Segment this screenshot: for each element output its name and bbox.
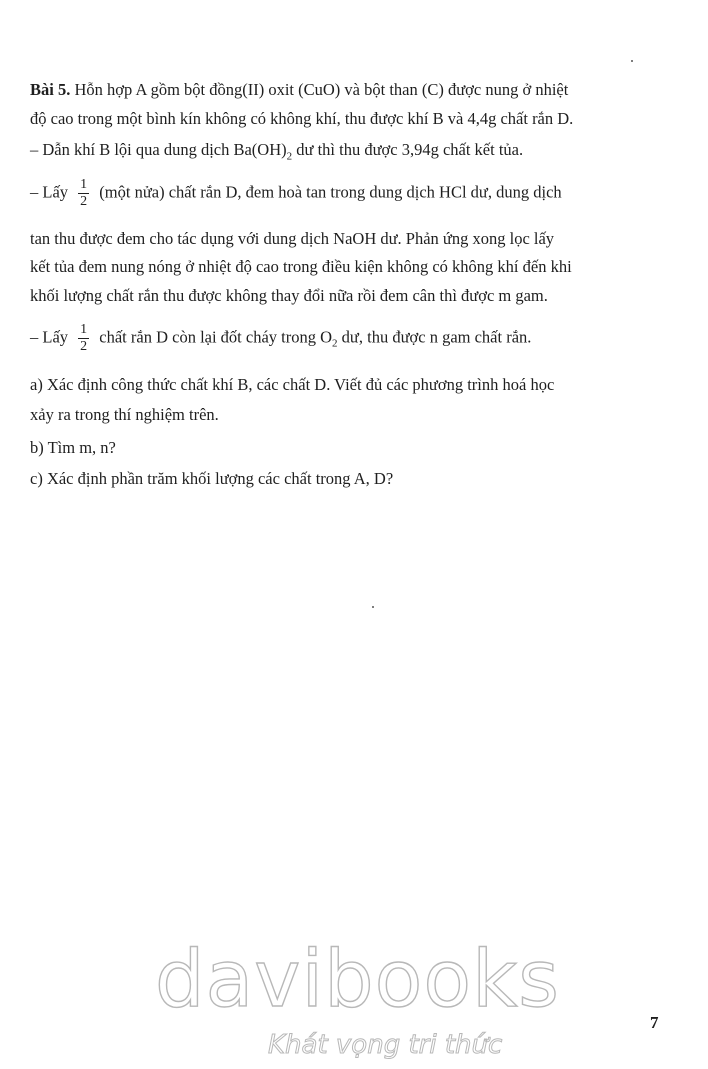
problem-line-3 [30,139,678,161]
question-a-line-1: a) Xác định công thức chất khí B, các chất D. Viết đủ các phương trình hoá học [30,375,555,394]
problem-line-1 [30,79,678,101]
problem-line-8-pre: – Lấy [30,327,69,347]
problem-line-8-post: dư, thu được n gam chất rắn. [337,327,532,347]
subscript-2b: 2 [332,337,338,350]
problem-line-3-post: dư thì thu được 3,94g chất kết tủa. [292,140,524,159]
problem-line-1-text: Hỗn hợp A gồm bột đồng(II) oxit (CuO) và bột than (C) được nung ở nhiệt [74,80,569,99]
watermark-brand: davibooks [155,935,560,1025]
scan-speck [631,60,633,62]
page-number: 7 [650,1013,659,1032]
problem-line-4-pre: – Lấy [30,182,69,202]
problem-line-7: khối lượng chất rắn thu được không thay đổi nữa rồi đem cân thì được m gam. [30,286,548,305]
problem-line-8 [30,322,678,355]
question-a-line-2: xảy ra trong thí nghiệm trên. [30,405,219,424]
fraction-numerator: 1 [80,177,88,192]
watermark-tagline: Khát vọng tri thức [268,1030,503,1060]
problem-line-6: kết tủa đem nung nóng ở nhiệt độ cao trong điều kiện không có không khí đến khi [30,257,572,276]
scan-speck-2 [372,606,374,608]
problem-line-2: độ cao trong một bình kín không có không khí, thu được khí B và 4,4g chất rắn D. [30,109,574,128]
fraction-denominator-2: 2 [80,339,88,354]
question-b: b) Tìm m, n? [30,438,116,457]
question-c: c) Xác định phần trăm khối lượng các chất trong A, D? [30,469,394,488]
fraction-one-half-2 [78,322,89,355]
fraction-numerator-2: 1 [80,322,88,337]
problem-line-5: tan thu được đem cho tác dụng với dung dịch NaOH dư. Phản ứng xong lọc lấy [30,229,555,248]
problem-heading: Bài 5. [30,80,71,99]
problem-line-4 [30,177,678,210]
problem-line-8-mid: chất rắn D còn lại đốt cháy trong O [99,327,333,347]
problem-line-3-pre: – Dẫn khí B lội qua dung dịch Ba(OH) [30,140,287,159]
fraction-denominator: 2 [80,194,88,209]
subscript-2: 2 [286,150,293,163]
fraction-one-half [78,177,89,210]
problem-line-4-post: (một nửa) chất rắn D, đem hoà tan trong dung dịch HCl dư, dung dịch [99,182,562,202]
